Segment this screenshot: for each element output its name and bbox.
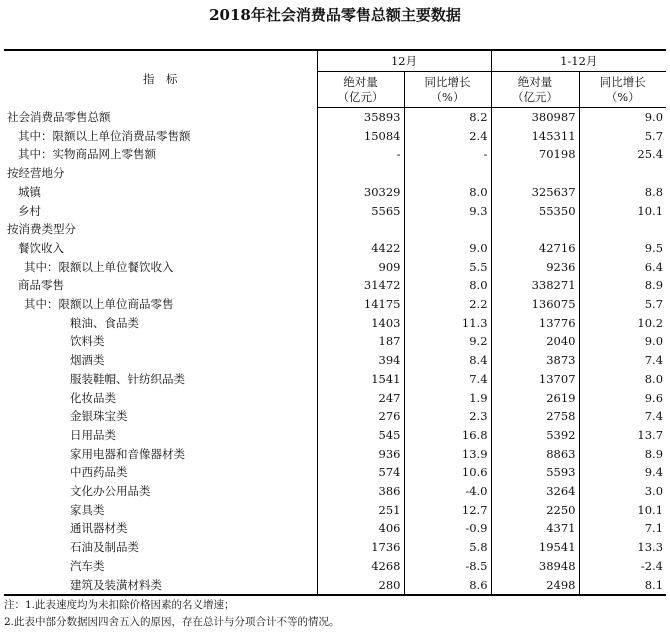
ytd-growth: 9.6 [579, 389, 666, 408]
month-growth: -4.0 [404, 482, 491, 501]
month-value [317, 164, 404, 183]
ytd-growth: 13.7 [579, 426, 666, 445]
month-growth: 13.9 [404, 445, 491, 464]
table-row [4, 463, 666, 482]
ytd-value: 3264 [491, 482, 579, 501]
row-label: 其中：限额以上单位餐饮收入 [24, 259, 174, 274]
month-value: 394 [317, 351, 404, 370]
month-growth: 2.4 [404, 127, 491, 146]
month-value [317, 220, 404, 239]
table-row [4, 145, 666, 164]
table-row [4, 389, 666, 408]
retail-sales-table [4, 49, 666, 596]
month-value: 280 [317, 576, 404, 596]
ytd-growth: 8.1 [579, 576, 666, 596]
row-label: 日用品类 [70, 427, 116, 442]
month-value: 251 [317, 501, 404, 520]
ytd-value [491, 220, 579, 239]
month-growth: 2.2 [404, 295, 491, 314]
table-row [4, 370, 666, 389]
month-growth: 10.6 [404, 463, 491, 482]
ytd-value: 4371 [491, 519, 579, 538]
ytd-value: 42716 [491, 239, 579, 258]
header-abs-ytd: 绝对量 （亿元） [491, 72, 579, 108]
ytd-value: 2250 [491, 501, 579, 520]
table-row [4, 538, 666, 557]
row-label: 社会消费品零售总额 [7, 109, 111, 124]
ytd-value: 2758 [491, 407, 579, 426]
row-label: 家用电器和音像器材类 [70, 446, 185, 461]
row-label: 饮料类 [70, 334, 105, 349]
ytd-growth: 9.5 [579, 239, 666, 258]
row-label: 中西药品类 [70, 465, 128, 480]
month-growth: -8.5 [404, 557, 491, 576]
ytd-growth: 7.4 [579, 351, 666, 370]
page-title: 2018年社会消费品零售总额主要数据 [209, 6, 461, 24]
row-label: 建筑及装潢材料类 [4, 576, 317, 596]
row-label: 其中：限额以上单位消费品零售额 [18, 128, 191, 143]
notes [4, 597, 340, 631]
ytd-value: 2619 [491, 389, 579, 408]
ytd-value: 2040 [491, 332, 579, 351]
month-growth: 7.4 [404, 370, 491, 389]
table-row [4, 239, 666, 258]
table-row [4, 426, 666, 445]
ytd-growth: 10.1 [579, 501, 666, 520]
note-1: 注：1.此表速度均为未扣除价格因素的名义增速； [4, 599, 235, 611]
table-row [4, 407, 666, 426]
header-ytd: 1-12月 [491, 50, 666, 72]
ytd-value: 136075 [491, 295, 579, 314]
month-growth: 9.2 [404, 332, 491, 351]
ytd-growth: 9.0 [579, 108, 666, 127]
row-label: 餐饮收入 [18, 240, 64, 255]
month-value: 15084 [317, 127, 404, 146]
month-value: 1541 [317, 370, 404, 389]
ytd-value: 2498 [491, 576, 579, 596]
month-value: 574 [317, 463, 404, 482]
ytd-growth: 10.1 [579, 202, 666, 221]
table-row [4, 258, 666, 277]
month-value: 247 [317, 389, 404, 408]
month-value: 35893 [317, 108, 404, 127]
table-row [4, 183, 666, 202]
month-value: 187 [317, 332, 404, 351]
row-label: 石油及制品类 [70, 540, 139, 555]
ytd-value: 70198 [491, 145, 579, 164]
ytd-growth: 5.7 [579, 295, 666, 314]
ytd-value: 325637 [491, 183, 579, 202]
row-label: 按消费类型分 [7, 222, 76, 237]
ytd-growth: 8.9 [579, 276, 666, 295]
month-growth: 1.9 [404, 389, 491, 408]
ytd-value: 3873 [491, 351, 579, 370]
ytd-value: 13776 [491, 314, 579, 333]
ytd-value: 380987 [491, 108, 579, 127]
month-growth: 11.3 [404, 314, 491, 333]
ytd-value: 55350 [491, 202, 579, 221]
month-growth: -0.9 [404, 519, 491, 538]
month-growth: 5.5 [404, 258, 491, 277]
ytd-value: 5392 [491, 426, 579, 445]
month-growth: 9.0 [404, 239, 491, 258]
row-label: 金银珠宝类 [70, 409, 128, 424]
table-row [4, 314, 666, 333]
ytd-value: 5593 [491, 463, 579, 482]
table-row [4, 295, 666, 314]
month-value: 4422 [317, 239, 404, 258]
ytd-growth: 7.1 [579, 519, 666, 538]
note-2: 2.此表中部分数据因四舍五入的原因，存在总计与分项合计不等的情况。 [4, 616, 340, 628]
ytd-growth: 6.4 [579, 258, 666, 277]
month-value: - [317, 145, 404, 164]
ytd-growth [579, 164, 666, 183]
row-label: 粮油、食品类 [70, 315, 139, 330]
ytd-growth: 13.3 [579, 538, 666, 557]
month-growth: 8.6 [404, 576, 491, 596]
row-label: 城镇 [18, 184, 41, 199]
ytd-growth [579, 220, 666, 239]
table-row [4, 127, 666, 146]
month-growth: 2.3 [404, 407, 491, 426]
table-body [4, 108, 666, 596]
row-label: 其中：实物商品网上零售额 [18, 147, 156, 162]
ytd-value: 9236 [491, 258, 579, 277]
ytd-value [491, 164, 579, 183]
month-value: 30329 [317, 183, 404, 202]
month-value: 14175 [317, 295, 404, 314]
ytd-growth: 9.0 [579, 332, 666, 351]
header-growth-month: 同比增长 （%） [404, 72, 491, 108]
ytd-growth: 8.0 [579, 370, 666, 389]
table-row [4, 576, 666, 596]
table-row [4, 220, 666, 239]
table-row [4, 445, 666, 464]
table-row [4, 202, 666, 221]
ytd-value: 13707 [491, 370, 579, 389]
month-growth: 8.0 [404, 276, 491, 295]
row-label: 通讯器材类 [70, 521, 128, 536]
table-row [4, 332, 666, 351]
month-value: 31472 [317, 276, 404, 295]
ytd-value: 145311 [491, 127, 579, 146]
ytd-growth: -2.4 [579, 557, 666, 576]
month-value: 5565 [317, 202, 404, 221]
month-value: 545 [317, 426, 404, 445]
month-value: 386 [317, 482, 404, 501]
ytd-growth: 7.4 [579, 407, 666, 426]
month-value: 276 [317, 407, 404, 426]
row-label: 家具类 [70, 502, 105, 517]
table-row [4, 519, 666, 538]
table-row [4, 482, 666, 501]
month-value: 909 [317, 258, 404, 277]
table-row [4, 276, 666, 295]
month-growth: - [404, 145, 491, 164]
month-growth [404, 220, 491, 239]
ytd-growth: 25.4 [579, 145, 666, 164]
table-row [4, 164, 666, 183]
month-growth: 8.0 [404, 183, 491, 202]
month-growth [404, 164, 491, 183]
header-growth-ytd: 同比增长 （%） [579, 72, 666, 108]
header-month: 12月 [317, 50, 491, 72]
month-value: 936 [317, 445, 404, 464]
table-row [4, 557, 666, 576]
header-abs-month: 绝对量 （亿元） [317, 72, 404, 108]
row-label: 乡村 [18, 203, 41, 218]
ytd-value: 338271 [491, 276, 579, 295]
row-label: 服装鞋帽、针纺织品类 [70, 371, 185, 386]
row-label: 化妆品类 [70, 390, 116, 405]
month-growth: 8.4 [404, 351, 491, 370]
month-growth: 16.8 [404, 426, 491, 445]
table-row [4, 108, 666, 127]
month-value: 1403 [317, 314, 404, 333]
ytd-growth: 9.4 [579, 463, 666, 482]
ytd-growth: 8.8 [579, 183, 666, 202]
ytd-growth: 5.7 [579, 127, 666, 146]
row-label: 汽车类 [70, 558, 105, 573]
ytd-growth: 8.9 [579, 445, 666, 464]
month-value: 1736 [317, 538, 404, 557]
row-label: 烟酒类 [70, 353, 105, 368]
table-row [4, 351, 666, 370]
month-value: 4268 [317, 557, 404, 576]
ytd-value: 38948 [491, 557, 579, 576]
ytd-value: 8863 [491, 445, 579, 464]
row-label: 文化办公用品类 [70, 484, 151, 499]
row-label: 按经营地分 [7, 166, 65, 181]
month-growth: 12.7 [404, 501, 491, 520]
month-growth: 5.8 [404, 538, 491, 557]
month-value: 406 [317, 519, 404, 538]
table-row [4, 501, 666, 520]
month-growth: 9.3 [404, 202, 491, 221]
ytd-growth: 10.2 [579, 314, 666, 333]
ytd-value: 19541 [491, 538, 579, 557]
ytd-growth: 3.0 [579, 482, 666, 501]
row-label: 商品零售 [18, 278, 64, 293]
month-growth: 8.2 [404, 108, 491, 127]
header-indicator: 指 标 [143, 72, 178, 87]
row-label: 其中：限额以上单位商品零售 [24, 297, 174, 312]
